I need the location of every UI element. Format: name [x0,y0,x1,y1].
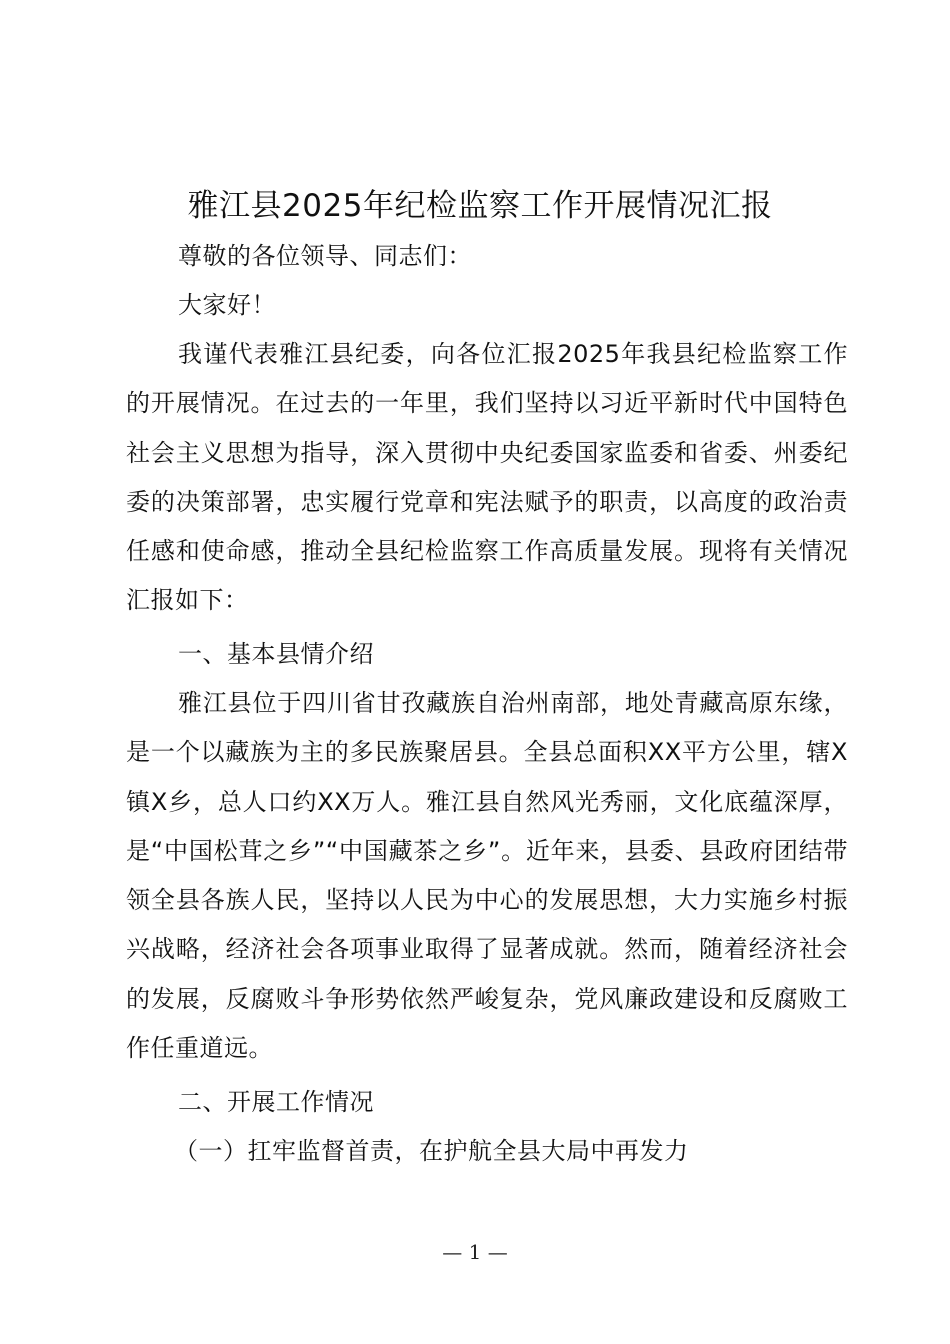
county-paragraph: 雅江县位于四川省甘孜藏族自治州南部，地处青藏高原东缘，是一个以藏族为主的多民族聚居县。全县总面积XX平方公里，辖X镇X乡，总人口约XX万人。雅江县自然风光秀丽，文化底蕴深厚，是“中国松茸之乡”“中国藏茶之乡”。近年来，县委、县政府团结带领全县各族人民，坚持以人民为中心的发展思想，大力实施乡村振兴战略，经济社会各项事业取得了显著成就。然而，随着经济社会的发展，反腐败斗争形势依然严峻复杂，党风廉政建设和反腐败工作任重道远。 [126,689,848,1063]
document-title: 雅江县2025年纪检监察工作开展情况汇报 [187,188,773,224]
section-heading-basic-county: 一、基本县情介绍 [178,640,374,668]
greeting: 大家好！ [178,291,276,319]
salutation: 尊敬的各位领导、同志们： [178,242,472,270]
section-heading-work: 二、开展工作情况 [178,1088,374,1116]
intro-paragraph: 我谨代表雅江县纪委，向各位汇报2025年我县纪检监察工作的开展情况。在过去的一年里，我们坚持以习近平新时代中国特色社会主义思想为指导，深入贯彻中央纪委国家监委和省委、州委纪委的决策部署，忠实履行党章和宪法赋予的职责，以高度的政治责任感和使命感，推动全县纪检监察工作高质量发展。现将有关情况汇报如下： [126,340,848,615]
subsection-heading-supervision: （一）扛牢监督首责，在护航全县大局中再发力 [174,1137,689,1165]
page-number: — 1 — [442,1240,508,1264]
